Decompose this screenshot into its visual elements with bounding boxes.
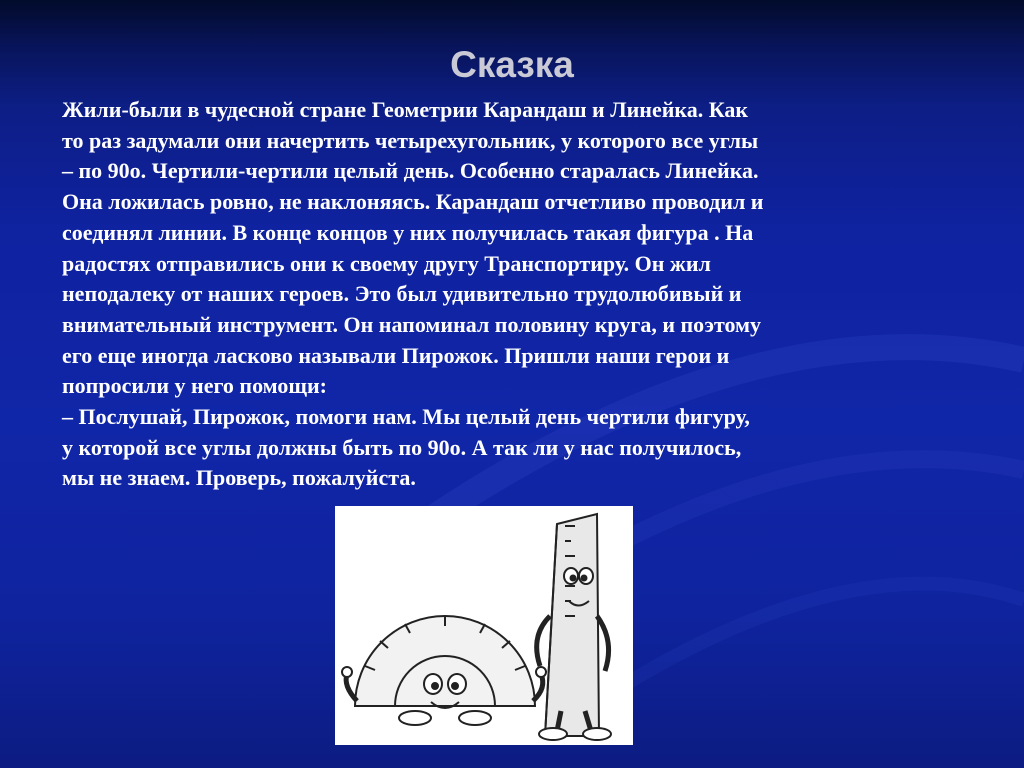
- story-line: – по 90о. Чертили-чертили целый день. Особенно старалась Линейка.: [62, 158, 759, 184]
- cartoon-characters-drawing: [335, 506, 633, 745]
- story-line: у которой все углы должны быть по 90о. А так ли у нас получилось,: [62, 434, 742, 460]
- story-line: мы не знаем. Проверь, пожалуйста.: [62, 465, 416, 491]
- story-line: соединял линии. В конце концов у них получилась такая фигура . На: [62, 219, 754, 245]
- story-text: [62, 95, 882, 494]
- story-line: его еще иногда ласково называли Пирожок. Пришли наши герои и: [62, 342, 730, 368]
- story-line: Жили-были в чудесной стране Геометрии Карандаш и Линейка. Как: [62, 97, 749, 122]
- story-line: – Послушай, Пирожок, помоги нам. Мы целый день чертили фигуру,: [62, 404, 750, 430]
- protractor-and-ruler-illustration: [335, 506, 633, 745]
- story-line: внимательный инструмент. Он напоминал половину круга, и поэтому: [62, 311, 762, 337]
- ruler-character: [537, 514, 611, 740]
- story-line: попросили у него помощи:: [62, 373, 327, 399]
- story-line: радостях отправились они к своему другу Транспортиру. Он жил: [62, 250, 711, 276]
- story-line: Она ложилась ровно, не наклоняясь. Карандаш отчетливо проводил и: [62, 189, 764, 215]
- protractor-character: [342, 616, 546, 725]
- slide-title: Сказка: [450, 44, 574, 85]
- story-line: неподалеку от наших героев. Это был удивительно трудолюбивый и: [62, 281, 742, 307]
- story-line: то раз задумали они начертить четырехугольник, у которого все углы: [62, 127, 759, 153]
